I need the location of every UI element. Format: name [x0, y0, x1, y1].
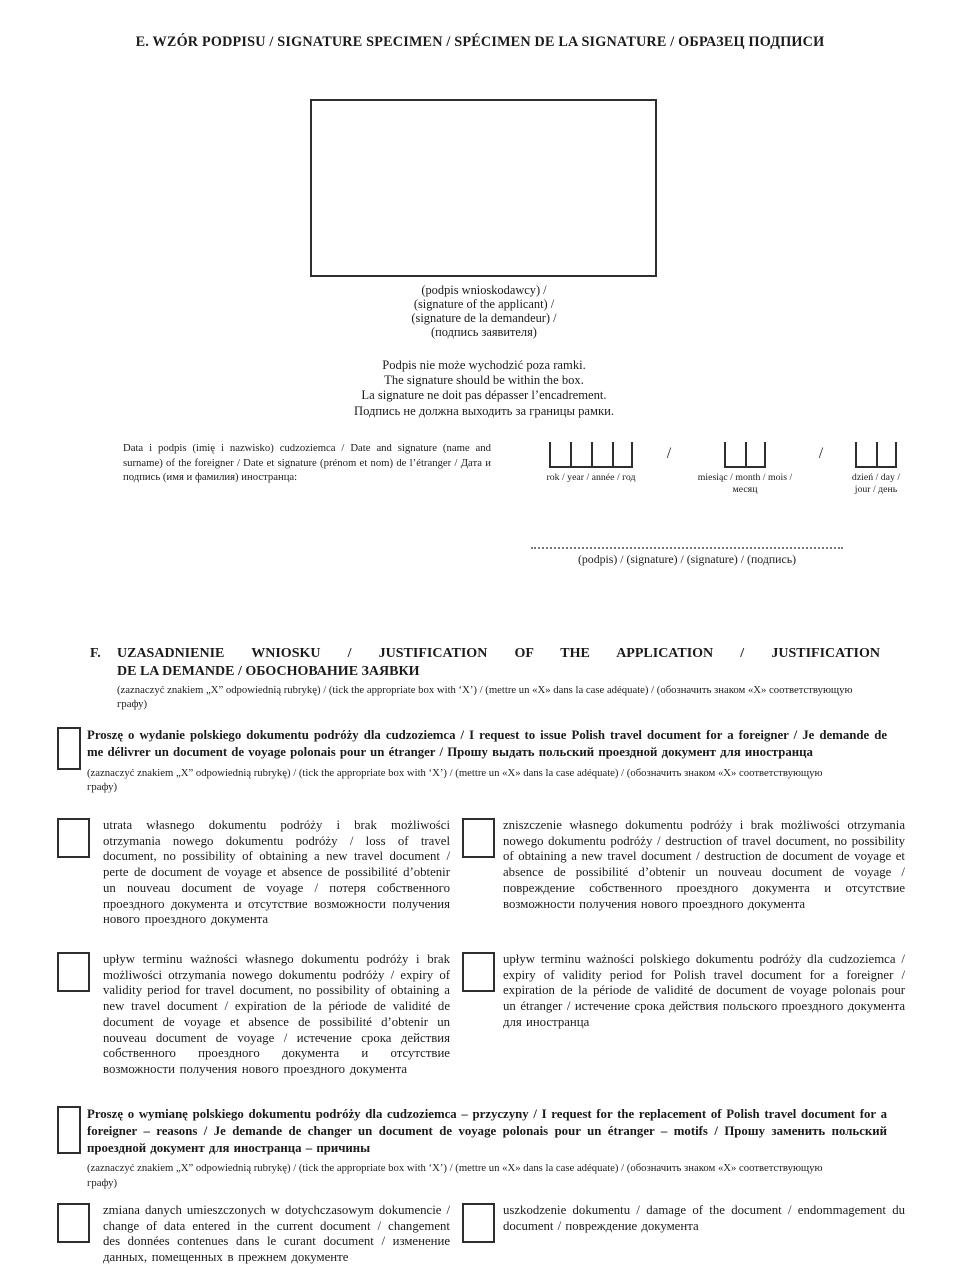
checkbox-reason-expiry-own[interactable]: [57, 952, 90, 992]
day-digit-cell-2[interactable]: [876, 442, 897, 466]
month-digit-cell-1[interactable]: [724, 442, 745, 466]
date-separator-slash: /: [666, 445, 672, 462]
signature-box-caption-line-ru: (подпись заявителя): [431, 324, 537, 339]
year-cells: [549, 442, 633, 468]
checkbox-request-replacement[interactable]: [57, 1106, 81, 1154]
date-month-group: [692, 442, 798, 495]
month-cells: [724, 442, 766, 468]
signature-note-line-ru: Подпись не должна выходить за границы рамки.: [353, 403, 615, 418]
date-signature-label: Data i podpis (imię i nazwisko) cudzoziemca / Date and signature (name and surname) of the foreigner / Date et signature (prénom et nom) de l’étranger / Дата и подпись (имя и фамилия) иностранца:: [123, 442, 491, 484]
request-issue-row: [57, 727, 890, 794]
signature-box-caption-line-en: (signature of the applicant) /: [413, 296, 555, 311]
day-digit-cell-1[interactable]: [855, 442, 876, 466]
section-e-title: E. WZÓR PODPISU / SIGNATURE SPECIMEN / SPÉCIMEN DE LA SIGNATURE / ОБРАЗЕЦ ПОДПИСИ: [135, 34, 825, 50]
request-replacement-label: Proszę o wymianę polskiego dokumentu podróży dla cudzoziemca – przyczyny / I request for the replacement of Polish travel document for a foreigner – reasons / Je demande de changer un document de voyage polonais pour un étranger – motifs / Прошу заменить польский проездной документ для иностранца – причины: [87, 1107, 887, 1155]
request-issue-label: Proszę o wydanie polskiego dokumentu podróży dla cudzoziemca / I request to issue Polish travel document for a foreigner / Je demande de me délivrer un document de voyage polonais pour un étranger / Прошу выдать польский проездной документ для иностранца: [87, 728, 887, 759]
signature-note-line-pl: Podpis nie może wychodzić poza ramki.: [382, 358, 586, 372]
reason-damage-row: [462, 1203, 905, 1243]
tick-instruction: (zaznaczyć znakiem „X” odpowiednią rubrykę) / (tick the appropriate box with ‘X’) / (mettre un «X» dans la case adéquate) / (обозначить знаком «X» соответствующую графу): [87, 1162, 823, 1189]
checkbox-reason-loss[interactable]: [57, 818, 90, 858]
section-f-title-line-1: UZASADNIENIE WNIOSKU / JUSTIFICATION OF THE APPLICATION / JUSTIFICATION: [117, 646, 880, 661]
checkbox-request-issue[interactable]: [57, 727, 81, 770]
year-label: rok / year / année / год: [546, 472, 636, 483]
signature-box-caption-line-fr: (signature de la demandeur) /: [411, 310, 557, 325]
month-label: miesiąc / month / mois / месяц: [697, 472, 793, 495]
date-day-group: [844, 442, 908, 495]
reason-destruction-label: zniszczenie własnego dokumentu podróży i brak możliwości otrzymania nowego dokumentu podróży / destruction of travel document, no possibility of obtaining a new travel document / destruction de document de voyage et absence de possibilité d’obtenir un nouveau document de voyage / повреждение собственного проездного документа и отсутствие возможности получения нового проездного документа: [503, 818, 905, 911]
date-field: [536, 442, 908, 495]
reason-expiry-polish-row: [462, 952, 905, 1031]
checkbox-reason-data-change[interactable]: [57, 1203, 90, 1243]
section-f-title-line-2: DE LA DEMANDE / ОБОСНОВАНИЕ ЗАЯВКИ: [117, 663, 420, 679]
reason-destruction-row: [462, 818, 905, 912]
date-year-group: [536, 442, 646, 484]
section-f-letter: F.: [90, 646, 101, 661]
month-digit-cell-2[interactable]: [745, 442, 766, 466]
checkbox-reason-expiry-polish[interactable]: [462, 952, 495, 992]
checkbox-reason-destruction[interactable]: [462, 818, 495, 858]
section-f-header: [90, 645, 880, 711]
request-issue-text-block: [87, 727, 887, 794]
day-cells: [855, 442, 897, 468]
reason-loss-label: utrata własnego dokumentu podróży i brak możliwości otrzymania nowego dokumentu podróży / loss of travel document, no possibility of obtaining a new travel document / perte de document de voyage et absence de possibilité d’obtenir un nouveau document de voyage / потеря собственного проездного документа и отсутствие возможности получения нового проездного документа: [103, 818, 450, 927]
reason-data-change-row: [57, 1203, 450, 1266]
signature-box-caption: [285, 284, 683, 340]
reason-data-change-label: zmiana danych umieszczonych w dotychczasowym dokumencie / change of data entered in the current document / changement des données contenues dans le curant document / изменение данных, помещенных в прежнем документе: [103, 1203, 450, 1265]
signature-line-caption: (podpis) / (signature) / (signature) / (подпись): [577, 552, 797, 566]
tick-instruction: (zaznaczyć znakiem „X” odpowiednią rubrykę) / (tick the appropriate box with ‘X’) / (mettre un «X» dans la case adéquate) / (обозначить знаком «X» соответствующую графу): [117, 684, 853, 711]
reason-expiry-polish-label: upływ terminu ważności polskiego dokumentu podróży dla cudzoziemca / expiry of validity period for Polish travel document for a foreigner / expiration de la période de validité de document de voyage polonais pour un étranger / истечение срока действия польского проездного документа для иностранца: [503, 952, 905, 1029]
year-digit-cell-2[interactable]: [570, 442, 591, 466]
date-separator-slash: /: [818, 445, 824, 462]
request-replacement-row: [57, 1106, 890, 1190]
section-f-title: [117, 645, 880, 711]
request-replacement-text-block: [87, 1106, 887, 1190]
signature-dotted-line[interactable]: [531, 547, 843, 549]
signature-note-line-fr: La signature ne doit pas dépasser l’encadrement.: [361, 388, 607, 403]
reason-expiry-own-label: upływ terminu ważności własnego dokumentu podróży i brak możliwości otrzymania nowego dokumentu podróży / expiry of validity period for travel document, no possibility of obtaining a new travel document / expiration de la période de validité de document de voyage et absence de possibilité d’obtenir un nouveau document de voyage / истечение срока действия собственного проездного документа и отсутствие возможности получения нового проездного документа: [103, 952, 450, 1076]
signature-note: [230, 358, 738, 419]
checkbox-reason-damage[interactable]: [462, 1203, 495, 1243]
year-digit-cell-3[interactable]: [591, 442, 612, 466]
year-digit-cell-4[interactable]: [612, 442, 633, 466]
reason-expiry-own-row: [57, 952, 450, 1078]
reason-loss-row: [57, 818, 450, 928]
signature-specimen-box[interactable]: [310, 99, 657, 277]
signature-box-caption-line-pl: (podpis wnioskodawcy) /: [421, 283, 547, 297]
reason-damage-label: uszkodzenie dokumentu / damage of the document / endommagement du document / повреждение документа: [503, 1203, 905, 1233]
tick-instruction: (zaznaczyć znakiem „X” odpowiednią rubrykę) / (tick the appropriate box with ‘X’) / (mettre un «X» dans la case adéquate) / (обозначить знаком «X» соответствующую графу): [87, 766, 823, 793]
day-label: dzień / day / jour / день: [851, 472, 901, 495]
signature-note-line-en: The signature should be within the box.: [384, 373, 584, 388]
year-digit-cell-1[interactable]: [549, 442, 570, 466]
